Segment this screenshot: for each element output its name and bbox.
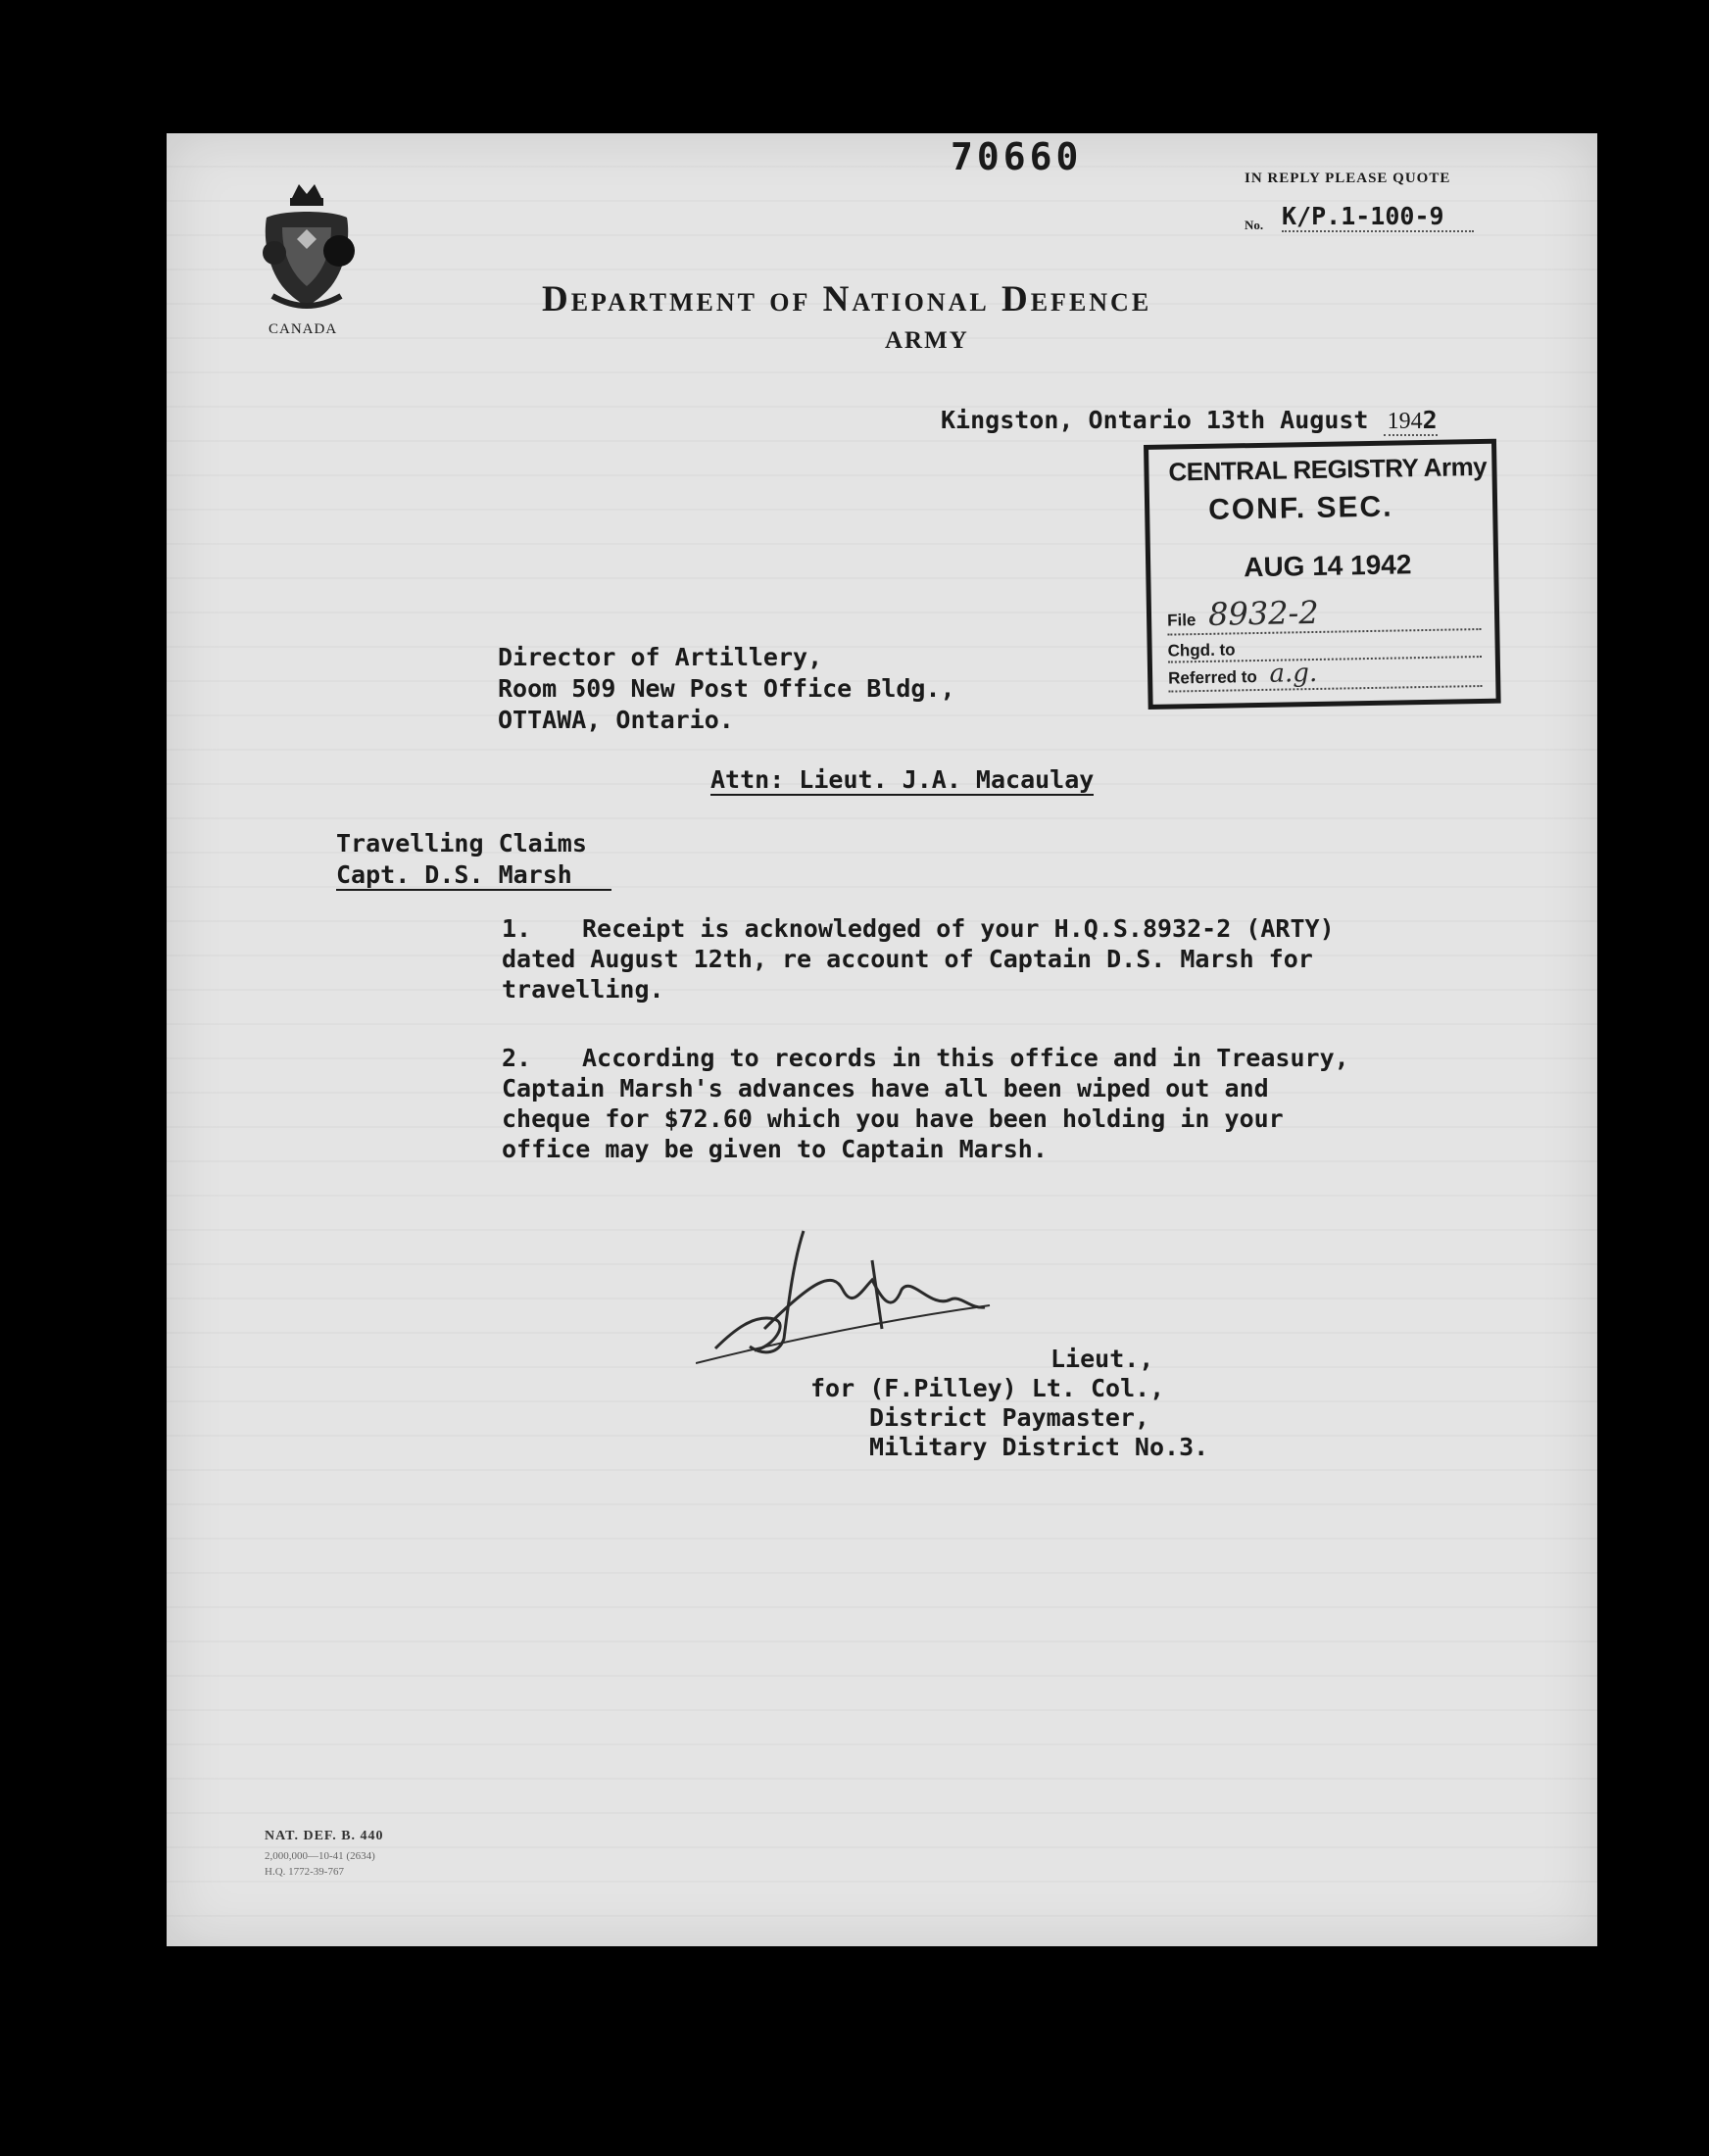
reply-number-prefix: No. [1245, 218, 1264, 232]
paragraph-1 [502, 913, 1384, 1004]
subject-line-1: Travelling Claims [336, 829, 587, 858]
stamp-date: AUG 14 1942 [1243, 549, 1412, 583]
subject-line-2 [336, 860, 611, 889]
letter-page [167, 133, 1597, 1946]
paragraph-1-line-1 [502, 913, 1384, 944]
crest-label: CANADA [269, 321, 338, 337]
stamp-referred-value: a.g. [1269, 658, 1318, 689]
paragraph-2-line-2: Captain Marsh's advances have all been wiped out and [502, 1074, 1269, 1102]
stamp-file-label: File [1166, 611, 1196, 630]
stamp-referred-label: Referred to [1167, 667, 1257, 688]
serial-number: 70660 [951, 135, 1083, 178]
paragraph-2-number: 2. [502, 1044, 532, 1072]
signature-line-3: District Paymaster, [869, 1403, 1149, 1432]
paragraph-1-line-1-text: Receipt is acknowledged of your H.Q.S.8932-2 (ARTY) [582, 914, 1335, 943]
form-print-line-2: H.Q. 1772-39-767 [265, 1866, 344, 1878]
paragraph-2-line-1-text: According to records in this office and in Treasury, [582, 1044, 1349, 1072]
dateline-year-suffix: 2 [1422, 406, 1438, 434]
signature-line-4: Military District No.3. [869, 1433, 1209, 1461]
signature-name: Watson [813, 1363, 816, 1364]
dateline-place: Kingston, Ontario 13th August [941, 406, 1369, 434]
reply-number: K/P.1-100-9 [1282, 202, 1474, 232]
form-code: NAT. DEF. B. 440 [265, 1829, 384, 1843]
dateline-year-prefix: 194 [1387, 409, 1423, 434]
subject-line-2-text: Capt. D.S. Marsh [336, 860, 611, 891]
department-title: Department of National Defence [542, 279, 1152, 319]
signature-line-1: Lieut., [1050, 1345, 1154, 1373]
paragraph-1-number: 1. [502, 914, 532, 943]
stamp-section: CONF. SEC. [1207, 490, 1393, 526]
stamp-referred-row [1168, 656, 1483, 693]
canada-crest-icon [253, 180, 361, 318]
reply-quote-label: IN REPLY PLEASE QUOTE [1245, 171, 1451, 186]
paragraph-1-line-3: travelling. [502, 975, 664, 1004]
attention-line: Attn: Lieut. J.A. Macaulay [710, 765, 1095, 794]
address-line-2: Room 509 New Post Office Bldg., [498, 674, 955, 703]
paragraph-2-line-4: office may be given to Captain Marsh. [502, 1135, 1048, 1163]
signature-line-2: for (F.Pilley) Lt. Col., [810, 1374, 1165, 1402]
dateline-year [1384, 406, 1438, 436]
dateline [941, 406, 1438, 435]
stamp-file-row [1167, 591, 1482, 636]
registry-stamp [1144, 439, 1501, 710]
stamp-chgd-label: Chgd. to [1167, 640, 1236, 661]
stamp-title: CENTRAL REGISTRY Army [1168, 451, 1488, 487]
paragraph-2-line-1 [502, 1043, 1384, 1073]
paragraph-2-line-3: cheque for $72.60 which you have been holding in your [502, 1104, 1284, 1133]
address-line-1: Director of Artillery, [498, 643, 823, 671]
paragraph-2 [502, 1043, 1384, 1164]
stamp-file-value: 8932-2 [1207, 593, 1319, 633]
address-line-3: OTTAWA, Ontario. [498, 706, 734, 734]
form-print-line-1: 2,000,000—10-41 (2634) [265, 1850, 375, 1862]
paragraph-1-line-2: dated August 12th, re account of Captain D.S. Marsh for [502, 945, 1313, 973]
handwritten-signature [696, 1221, 1068, 1368]
branch-title: ARMY [885, 327, 969, 354]
